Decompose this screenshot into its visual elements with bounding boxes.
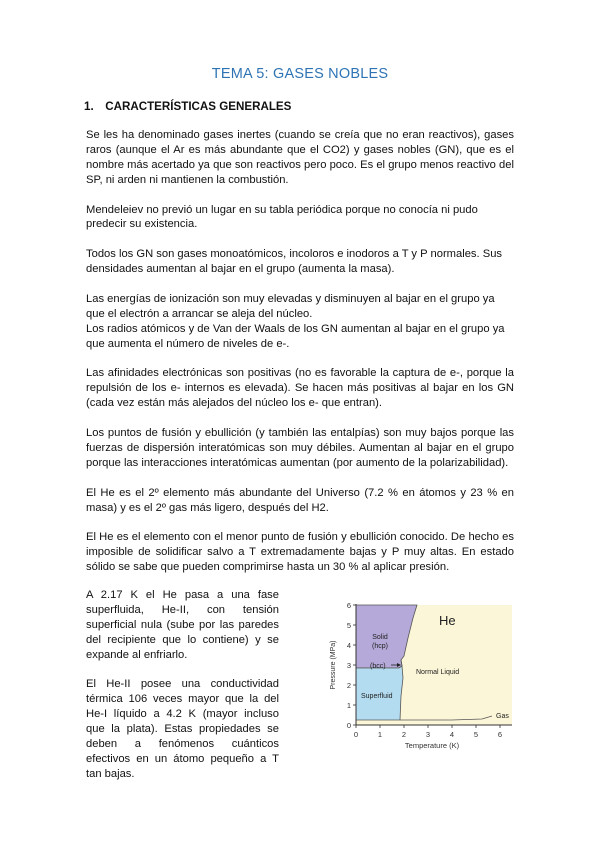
phase-diagram-svg [322,598,522,758]
page-title: TEMA 5: GASES NOBLES [211,66,389,82]
paragraph-solidify: El He es el elemento con el menor punto de fusión y ebullición conocido. De hecho es imposible de solidificar salvo a T extremadamente bajas y P muy altas. En estado sólido se sabe que pueden comprimirse hasta un 30 % al aplicar presión. [86,531,514,574]
paragraph-melting: Los puntos de fusión y ebullición (y también las entalpías) son muy bajos porque las fuerzas de dispersión interatómicas son muy débiles. Aumentan al bajar en el grupo porque las interacciones interatómicas aumentan (por aumento de la polarizabilidad). [86,427,514,469]
x-tick-label: 5 [473,730,479,739]
main-text [86,128,514,590]
section-title: CARACTERÍSTICAS GENERALES [105,100,292,113]
element-label: He [439,613,456,628]
paragraph-ionization: Las energías de ionización son muy elevadas y disminuyen al bajar en el grupo ya que el electrón a arrancar se aleja del núcleo. [86,292,495,320]
paragraph-monoatomic: Todos los GN son gases monoatómicos, incoloros e inodoros a T y P normales. Sus densidades aumentan al bajar en el grupo (aumenta la masa). [86,248,503,276]
y-tick-label: 6 [346,601,351,610]
helium-phase-diagram [322,598,522,758]
y-tick-label: 1 [346,701,351,710]
superfluid-label: Superfluid [361,693,393,700]
y-tick-label: 3 [346,661,351,670]
y-tick-label: 0 [346,721,351,730]
x-tick-label: 2 [401,730,407,739]
paragraph-radii: Los radios atómicos y de Van der Waals de los GN aumentan al bajar en el grupo ya que aumenta el número de niveles de e-. [86,322,505,350]
paragraph-conductivity: El He-II posee una conductividad térmica 106 veces mayor que la del He-I líquido a 4.2 K (mayor incluso que la plata). Estas propiedades se deben a fenómenos cuánticos efectivos en un átomo pequeño a T tan bajas. [86,678,279,780]
y-tick-label: 5 [346,621,351,630]
bcc-label: (bcc) [370,663,386,670]
solid-label: Solid [372,634,388,641]
y-tick-label: 4 [346,641,351,650]
y-axis-label: Pressure (MPa) [330,640,337,690]
x-tick-label: 6 [497,730,503,739]
x-tick-label: 4 [449,730,455,739]
normal-liquid-label: Normal Liquid [416,669,460,676]
gas-label: Gas [496,713,509,720]
x-tick-label: 0 [353,730,359,739]
paragraph-inert-gases: Se les ha denominado gases inertes (cuando se creía que no eran reactivos), gases raros (aunque el Ar es más abundante que el CO2) y gases nobles (GN), que es el nombre más acertado ya que son reactivos pero poco. Es el grupo menos reactivo del SP, ni arden ni mantienen la combustión. [86,129,514,186]
x-axis-label: Temperature (K) [404,741,460,750]
paragraph-abundance: El He es el 2º elemento más abundante del Universo (7.2 % en átomos y 23 % en masa) y es el 2º gas más ligero, después del H2. [86,486,514,514]
x-tick-label: 3 [425,730,431,739]
paragraph-mendeleiev: Mendeleiev no previó un lugar en su tabla periódica porque no conocía ni pudo predecir su existencia. [86,203,478,231]
y-tick-label: 2 [346,681,351,690]
x-tick-label: 1 [377,730,383,739]
paragraph-affinity: Las afinidades electrónicas son positivas (no es favorable la captura de e-, porque la repulsión de los e- internos es elevada). Se hacen más positivas al bajar en los GN (cada vez están más alejados del núcleo los e- que entran). [86,367,514,410]
section-heading [84,100,291,113]
section-number: 1. [84,100,94,113]
paragraph-superfluid: A 2.17 K el He pasa a una fase superfluida, He-II, con tensión superficial nula (sube por las paredes del recipiente que lo contiene) y se expande al enfriarlo. [86,589,279,661]
superfluid-text [86,588,279,797]
hcp-label: (hcp) [372,643,388,650]
